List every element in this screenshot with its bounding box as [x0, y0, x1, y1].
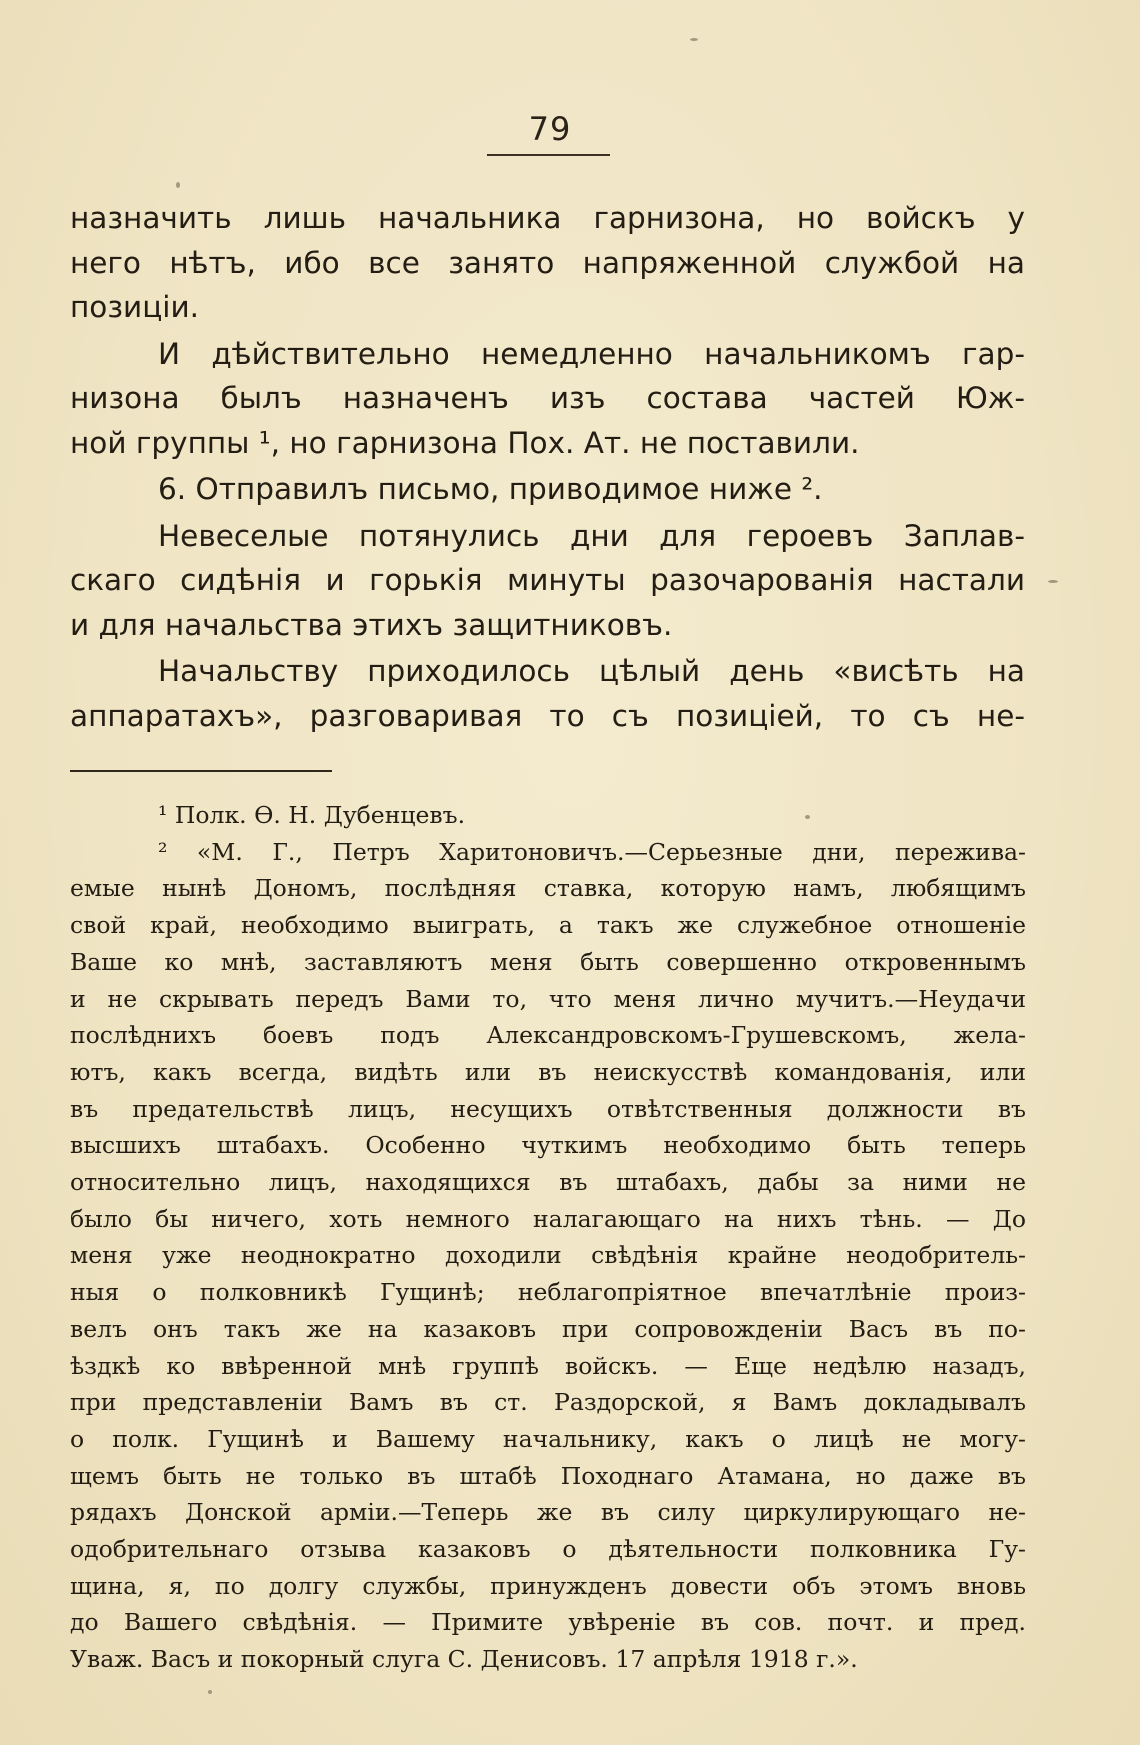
body-line: назначить лишь начальника гарнизона, но войскъ у — [70, 201, 1025, 235]
footnote-line: меня уже неоднократно доходили свѣдѣнія крайне неодобритель- — [70, 1241, 1026, 1270]
main-text — [70, 196, 1025, 738]
paper-speck — [805, 815, 810, 819]
body-line: низона былъ назначенъ изъ состава частей Юж- — [70, 381, 1025, 415]
footnote-line: свой край, необходимо выиграть, а такъ же служебное отношеніе — [70, 911, 1026, 940]
footnote-line: и не скрывать передъ Вами то, что меня лично мучитъ.—Неудачи — [70, 984, 1026, 1013]
footnote-separator — [70, 770, 332, 772]
body-line: скаго сидѣнія и горькія минуты разочарованія настали — [70, 563, 1025, 597]
footnote-1: ¹ Полк. Ѳ. Н. Дубенцевъ. — [158, 801, 466, 829]
paper-speck — [176, 182, 180, 188]
body-line: позиціи. — [70, 290, 200, 324]
footnote-line: при представленіи Вамъ въ ст. Раздорской, я Вамъ докладывалъ — [70, 1388, 1026, 1417]
body-line: него нѣтъ, ибо все занято напряженной службой на — [70, 245, 1025, 280]
body-line: Начальству приходилось цѣлый день «висѣть на — [158, 654, 1025, 688]
footnote-line: рядахъ Донской арміи.—Теперь же въ силу циркулирующаго не- — [70, 1498, 1026, 1527]
footnote-line: было бы ничего, хоть немного налагающаго на нихъ тѣнь. — До — [70, 1204, 1026, 1233]
footnotes — [70, 797, 1026, 1678]
footnote-line: Ваше ко мнѣ, заставляютъ меня быть совершенно откровеннымъ — [70, 947, 1026, 976]
footnote-line: высшихъ штабахъ. Особенно чуткимъ необходимо быть теперь — [70, 1131, 1026, 1160]
footnote-line: ютъ, какъ всегда, видѣть или въ неискусствѣ командованія, или — [70, 1057, 1026, 1086]
footnote-line: до Вашего свѣдѣнія. — Примите увѣреніе въ сов. почт. и пред. — [70, 1608, 1026, 1637]
footnote-line: щемъ быть не только въ штабѣ Походнаго Атамана, но даже въ — [70, 1461, 1026, 1490]
footnote-line: послѣднихъ боевъ подъ Александровскомъ-Грушевскомъ, жела- — [70, 1021, 1026, 1050]
footnote-line: емые нынѣ Дономъ, послѣдняя ставка, которую намъ, любящимъ — [70, 874, 1026, 903]
footnote-line: относительно лицъ, находящихся въ штабахъ, дабы за ними не — [70, 1168, 1026, 1197]
footnote-line: въ предательствѣ лицъ, несущихъ отвѣтственныя должности въ — [70, 1094, 1026, 1123]
footnote-line: ² «М. Г., Петръ Харитоновичъ.—Серьезные дни, пережива- — [158, 837, 1026, 866]
body-line: 6. Отправилъ письмо, приводимое ниже ². — [158, 472, 823, 506]
body-line: и для начальства этихъ защитниковъ. — [70, 607, 673, 642]
footnote-line: ныя о полковникѣ Гущинѣ; неблагопріятное впечатлѣніе произ- — [70, 1278, 1026, 1307]
footnote-line: о полк. Гущинѣ и Вашему начальнику, какъ о лицѣ не могу- — [70, 1424, 1026, 1453]
body-line: Невеселые потянулись дни для героевъ Заплав- — [158, 518, 1025, 553]
paper-speck — [208, 1690, 212, 1694]
body-line: аппаратахъ», разговаривая то съ позиціей, то съ не- — [70, 698, 1025, 733]
body-line: ной группы ¹, но гарнизона Пох. Ат. не поставили. — [70, 425, 860, 460]
paper-speck — [1048, 580, 1058, 583]
page-number: 79 — [528, 110, 572, 148]
footnote-line: Уваж. Васъ и покорный слуга С. Денисовъ. 17 апрѣля 1918 г.». — [70, 1645, 858, 1674]
footnote-line: одобрительнаго отзыва казаковъ о дѣятельности полковника Гу- — [70, 1535, 1026, 1564]
paper-speck — [690, 38, 698, 41]
footnote-line: щина, я, по долгу службы, принужденъ довести объ этомъ вновь — [70, 1571, 1026, 1600]
page-number-underline — [487, 154, 610, 156]
footnote-line: велъ онъ такъ же на казаковъ при сопровожденіи Васъ въ по- — [70, 1314, 1026, 1343]
body-line: И дѣйствительно немедленно начальникомъ гар- — [158, 336, 1025, 371]
footnote-line: ѣздкѣ ко ввѣренной мнѣ группѣ войскъ. — Еще недѣлю назадъ, — [70, 1351, 1026, 1380]
